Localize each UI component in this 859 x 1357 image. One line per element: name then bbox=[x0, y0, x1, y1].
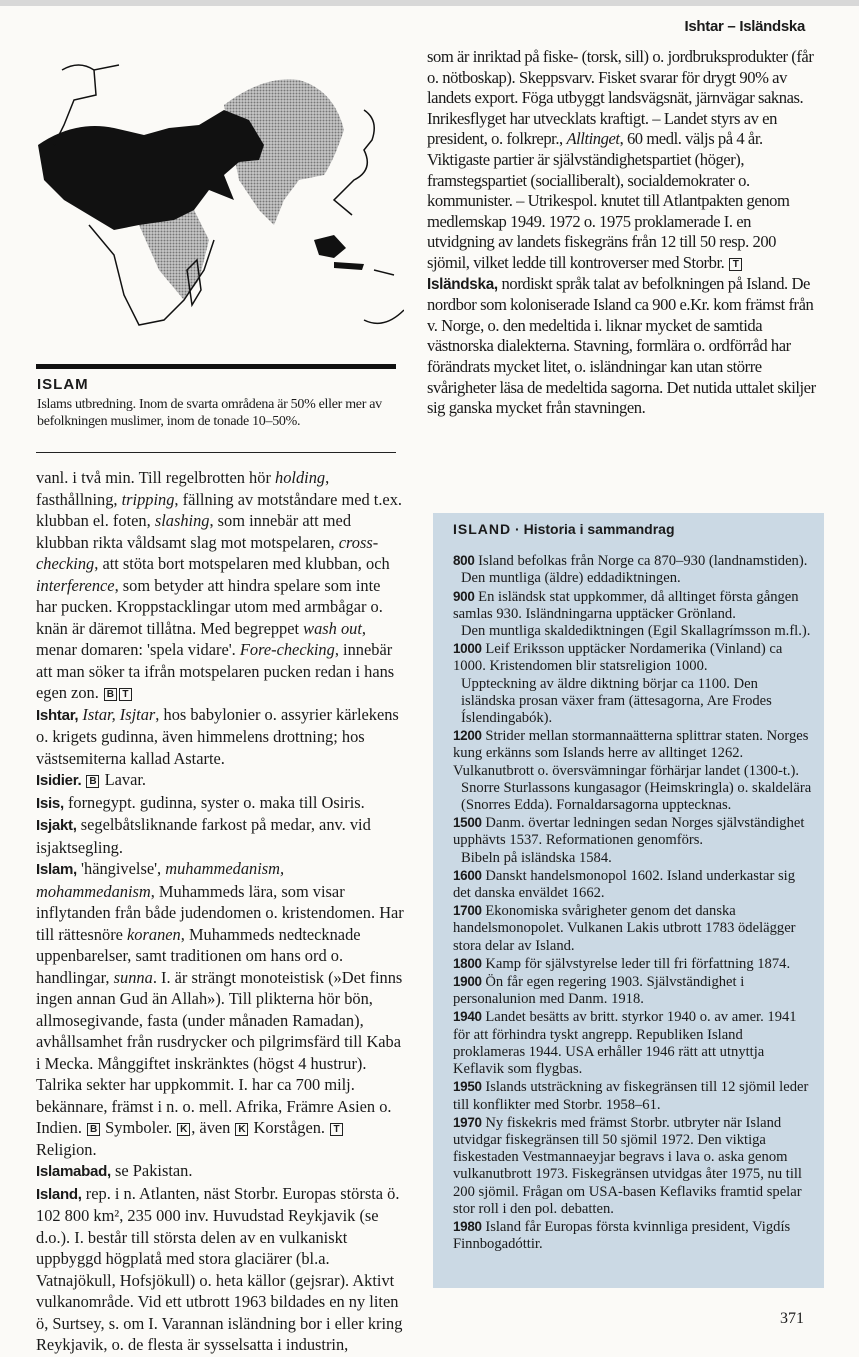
history-year: 1950 bbox=[453, 1079, 482, 1095]
history-text: Danskt handelsmonopol 1602. Island underkastar sig det danska enväldet 1662. bbox=[453, 867, 795, 902]
entry-text: vanl. i två min. Till regelbrotten hör bbox=[36, 468, 276, 487]
history-subtitle: Historia i sammandrag bbox=[523, 521, 675, 537]
indonesia-region bbox=[314, 235, 364, 270]
history-year: 1940 bbox=[453, 1009, 482, 1025]
history-year: 900 bbox=[453, 588, 475, 604]
reference-k-icon: K bbox=[235, 1123, 248, 1136]
entry-text: . I. är strängt monoteistisk (»Det finns ingen annan Gud än Allah»). Till plikterna hör bön, allmosegivande, fasta (under månaden Ramadan), avhållsamhet från rusdrycker och pilgrimsfärd till Kaba i Mecka. Månggiftet inskränktes (högst 4 hustrur). Talrika sekter har uppkommit. I. har ca 700 milj. bekännare, främst i n. o. mell. Afrika, Främre Asien o. Indien. bbox=[36, 967, 403, 1137]
entry-text bbox=[81, 770, 85, 789]
entry-text: , menar domaren: 'spela vidare'. bbox=[36, 618, 367, 659]
history-text: Island befolkas från Norge ca 870–930 (landnamstiden). bbox=[478, 553, 808, 570]
history-entry bbox=[453, 1078, 813, 1113]
history-text: Strider mellan stormannaätterna splittrar staten. Norges kung erkänns som Islands herre av alltinget 1262. Vulkanutbrott o. översvämningar förhärjar landet (1300-t.). bbox=[453, 728, 809, 779]
history-year: 1700 bbox=[453, 903, 482, 919]
entry-text: Korstågen. bbox=[249, 1118, 330, 1137]
dictionary-entry bbox=[36, 814, 404, 858]
reference-k-icon: K bbox=[177, 1123, 190, 1136]
dictionary-entry bbox=[36, 792, 404, 815]
entry-text: , fällning av motståndare med t.ex. klubban el. foten, bbox=[36, 489, 403, 530]
history-text: Islands utsträckning av fiskegränsen till 12 sjömil leder till konflikter med Storbr. 1958–61. bbox=[453, 1079, 809, 1113]
italic-term: holding bbox=[275, 468, 326, 487]
running-head: Ishtar – Isländska bbox=[684, 18, 805, 35]
history-entry bbox=[453, 1114, 813, 1218]
history-text: Ekonomiska svårigheter genom det danska handelsmonopolet. Vulkanen Lakis utbrott 1783 ödelägger stora delar av Island. bbox=[453, 903, 796, 954]
reference-t-icon: T bbox=[729, 258, 742, 271]
history-year: 1970 bbox=[453, 1114, 482, 1130]
islam-distribution-map bbox=[34, 50, 404, 346]
entry-headword: Ishtar, bbox=[36, 706, 79, 724]
page-number: 371 bbox=[780, 1310, 804, 1327]
italic-term: sunna bbox=[113, 967, 153, 987]
history-text: En isländsk stat uppkommer, då alltinget första gången samlas 930. Isländningarna upptäcker Grönland. bbox=[453, 588, 799, 622]
dictionary-entry bbox=[36, 1183, 404, 1356]
title-separator: · bbox=[515, 521, 524, 537]
history-entry bbox=[453, 902, 813, 955]
history-text: Ön får egen regering 1903. Självständighet i personalunion med Danm. 1918. bbox=[453, 974, 745, 1008]
italic-term: Istar, Isjtar bbox=[78, 704, 156, 724]
history-entry bbox=[453, 588, 813, 623]
history-entry bbox=[453, 814, 813, 849]
history-year: 1800 bbox=[453, 955, 482, 971]
history-year: 1900 bbox=[453, 974, 482, 990]
figure-caption: Islams utbredning. Inom de svarta områdena är 50% eller mer av befolkningen muslimer, inom de tonade 10–50%. bbox=[37, 397, 382, 429]
entry-text: rep. i n. Atlanten, näst Storbr. Europas största ö. 102 800 km², 235 000 inv. Huvudstad Reykjavik (se d.o.). I. består till största delen av en vulkaniskt uppbyggd högplatå med stora glaciärer (bl.a. Vatnajökull, Hofsjökull) o. heta källor (gejsrar). Aktivt vulkanområde. Vid ett utbrott 1963 bildades en ny liten ö, Surtsey, s. om I. Varannan isländning bor i eller kring Reykjavik, o. de flesta är sysselsatta i industrin, bbox=[36, 1183, 403, 1354]
italic-term: wash out bbox=[303, 618, 362, 638]
reference-b-icon: B bbox=[87, 1123, 100, 1136]
history-note: Den muntliga skaldediktningen (Egil Skallagrímsson m.fl.). bbox=[461, 623, 811, 640]
entry-headword: Isjakt, bbox=[36, 817, 77, 834]
history-text: Island får Europas första kvinnliga president, Vigdís Finnbogadóttir. bbox=[453, 1218, 791, 1253]
italic-term: muhammedanism, mohammedanism bbox=[36, 859, 285, 901]
entry-text: som är inriktad på fiske- (torsk, sill) o. jordbruksprodukter (får o. nötboskap). Skeppsvarv. Fisket svarar för drygt 90% av landets export. Föga utbyggt landsvägsnät, järnvägar saknas. Inrikesflyget har utvecklats kraftigt. – Landet styrs av en president, o. folkrepr., bbox=[427, 47, 814, 149]
entry-text: fornegypt. gudinna, syster o. maka till Osiris. bbox=[63, 792, 365, 812]
reference-b-icon: B bbox=[104, 688, 117, 701]
entry-headword: Island, bbox=[36, 1185, 82, 1203]
entry-text: , innebär att man söker ta ifrån motspelaren pucken redan i hans egen zon. bbox=[36, 640, 395, 702]
history-text: Leif Eriksson upptäcker Nordamerika (Vinland) ca 1000. Kristendomen blir statsreligion 1000. bbox=[453, 641, 783, 675]
entry-text: segelbåtsliknande farkost på medar, anv. vid isjaktsegling. bbox=[36, 815, 371, 857]
history-entry bbox=[453, 1008, 813, 1078]
entry-text: se Pakistan. bbox=[110, 1161, 193, 1180]
history-text: Danm. övertar ledningen sedan Norges självständighet upphävts 1537. Reformationen genomförs. bbox=[453, 815, 805, 849]
history-year: 1600 bbox=[453, 867, 482, 883]
entry-text: , även bbox=[191, 1118, 235, 1137]
history-sidebar bbox=[433, 513, 824, 1288]
italic-term: Fore-checking bbox=[239, 640, 335, 659]
italic-term: Alltinget bbox=[566, 129, 620, 149]
entry-text: , som betyder att hindra spelare som inte har pucken. Kroppstacklingar utom med armbågar o. knän är däremot tillåtna. Med begreppet bbox=[36, 575, 383, 638]
history-year: 1980 bbox=[453, 1218, 482, 1234]
figure-title: ISLAM bbox=[37, 376, 89, 393]
history-text: Ny fiskekris med främst Storbr. utbryter när Island utvidgar fiskegränsen till 50 sjömil 1972. Den viktiga fiskestaden Vestmannaeyjar begravs i lava o. aska genom vulkanutbrott 1973. Fiskegränsen utvidgas åter 1975, nu till 200 sjömil. Frågan om USA-basen Keflaviks framtid spelar stor roll i den pol. debatten. bbox=[453, 1114, 802, 1217]
caption-end-rule bbox=[36, 452, 396, 453]
history-entry bbox=[453, 640, 813, 675]
history-title bbox=[453, 521, 813, 538]
dictionary-entry bbox=[427, 47, 817, 274]
history-year: 1200 bbox=[453, 728, 482, 744]
history-note: Bibeln på isländska 1584. bbox=[461, 849, 612, 866]
history-year: 800 bbox=[453, 553, 475, 569]
majority-region bbox=[38, 110, 264, 230]
history-entry bbox=[453, 973, 813, 1008]
history-entry bbox=[453, 552, 813, 570]
reference-t-icon: T bbox=[330, 1123, 343, 1136]
italic-term: slashing bbox=[154, 511, 210, 530]
dictionary-entry bbox=[36, 704, 404, 770]
entry-text: , 60 medl. väljs på 4 år. Viktigaste partier är självständighetspartiet (höger), framstegspartiet (socialliberalt), socialdemokrater o. kommunister. – Utrikespol. knutet till Atlantpakten genom medlemskap 1949. 1972 o. 1975 proklamerade I. en utvidgning av landets fiskegräns från 12 till 50 resp. 200 sjömil, vilket ledde till kontroverser med Storbr. bbox=[427, 129, 790, 272]
reference-b-icon: B bbox=[86, 775, 99, 788]
entry-text: Lavar. bbox=[100, 770, 146, 789]
right-column-text bbox=[427, 47, 817, 419]
history-year: 1000 bbox=[453, 641, 482, 657]
entry-headword: Isidier. bbox=[36, 772, 82, 789]
entry-text: , Muhammeds nedtecknade uppenbarelser, samt traditionen om hans ord o. handlingar, bbox=[36, 924, 361, 987]
entry-text: Religion. bbox=[36, 1139, 97, 1159]
entry-headword: Islam, bbox=[36, 861, 77, 878]
entry-text: nordiskt språk talat av befolkningen på Island. De nordbor som koloniserade Island ca 900 e.Kr. kom främst från v. Norge, o. den medeltida i. liknar mycket de samtida västnorska dialekterna. Stavning, formlära o. ordförråd har förändrats mycket litet, o. isländningar kan utan större svårigheter läsa de medeltida sagorna. Det nutida uttalet skiljer sig ganska mycket från stavningen. bbox=[427, 273, 816, 418]
history-entry bbox=[453, 1218, 813, 1253]
dictionary-entry bbox=[36, 467, 404, 704]
history-note: Uppteckning av äldre diktning börjar ca 1100. Den isländska prosan växer fram (ättesagorna, Are Frodes Íslendingabók). bbox=[461, 675, 772, 727]
italic-term: cross-checking bbox=[36, 532, 379, 573]
history-note: Snorre Sturlassons kungasagor (Heimskringla) o. skaldelära (Snorres Edda). Fornaldarsagorna upptecknas. bbox=[461, 779, 812, 814]
history-text: Kamp för självstyrelse leder till fri författning 1874. bbox=[485, 955, 791, 972]
history-entry bbox=[453, 955, 813, 973]
history-entry bbox=[453, 867, 813, 902]
entry-text: , hos babylonier o. assyrier kärlekens o. krigets gudinna, även himmelens drottning; hos västsemiterna kallad Astarte. bbox=[36, 704, 399, 768]
entry-text: , Muhammeds lära, som visar inflytanden från både judendomen o. kristendomen. Har till rättesnöre bbox=[36, 881, 404, 944]
dictionary-entry bbox=[427, 274, 817, 419]
reference-t-icon: T bbox=[119, 688, 132, 701]
caption-rule bbox=[36, 364, 396, 369]
entry-text: , som innebär att med klubban rikta våldsamt slag mot motspelaren, bbox=[36, 511, 352, 552]
entry-text: , att stöta bort motspelaren med klubban, och bbox=[94, 554, 390, 573]
history-text: Landet besätts av britt. styrkor 1940 o. av amer. 1941 för att förhindra tyskt angrepp. Republiken Island proklameras 1944. USA erhåller 1946 rätt att utnyttja Keflavik som flygbas. bbox=[453, 1009, 797, 1078]
history-entry bbox=[453, 727, 813, 780]
entry-text: Symboler. bbox=[101, 1118, 177, 1137]
left-column-text bbox=[36, 467, 404, 1356]
italic-term: interference bbox=[36, 575, 115, 595]
history-year: 1500 bbox=[453, 815, 482, 831]
italic-term: tripping bbox=[121, 489, 175, 509]
entry-headword: Islamabad, bbox=[36, 1163, 111, 1180]
dictionary-entry bbox=[36, 858, 404, 1160]
history-title-main: ISLAND bbox=[453, 521, 512, 537]
entry-headword: Isländska, bbox=[427, 275, 498, 293]
entry-headword: Isis, bbox=[36, 794, 64, 812]
history-note: Den muntliga (äldre) eddadiktningen. bbox=[461, 570, 681, 587]
dictionary-entry bbox=[36, 769, 404, 792]
dictionary-entry bbox=[36, 1160, 404, 1183]
entry-text: 'hängivelse', bbox=[76, 859, 166, 878]
entry-text: , fasthållning, bbox=[36, 468, 330, 509]
italic-term: koranen bbox=[127, 924, 181, 944]
scan-edge bbox=[0, 0, 859, 6]
